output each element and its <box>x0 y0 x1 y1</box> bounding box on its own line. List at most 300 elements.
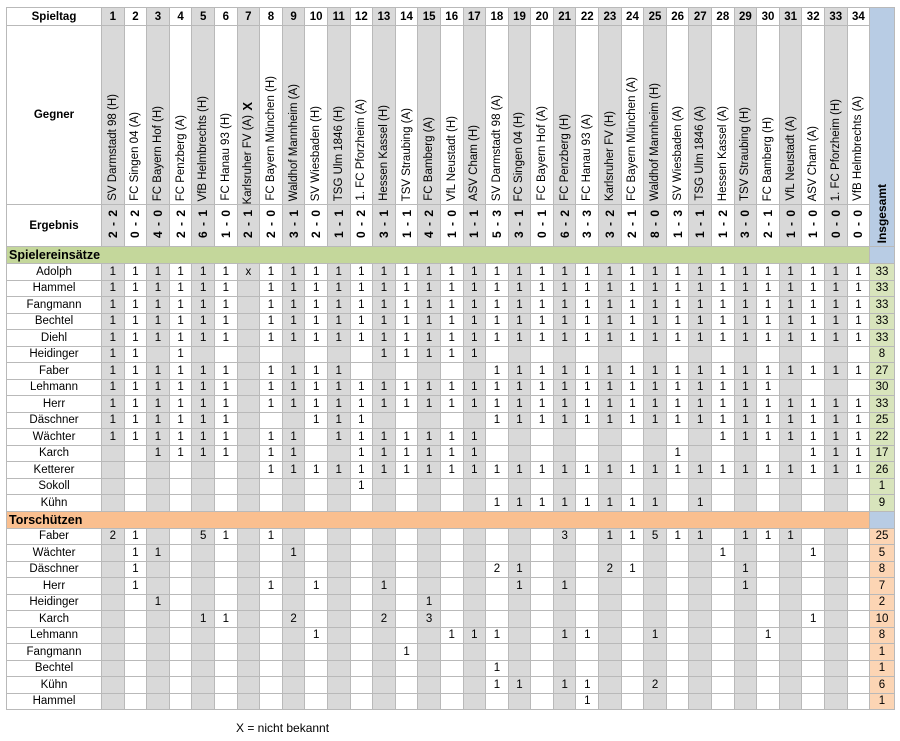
stat-cell: 1 <box>418 330 441 347</box>
stat-cell: 1 <box>486 495 509 512</box>
player-total: 10 <box>870 611 895 628</box>
stat-cell <box>124 644 147 661</box>
stat-cell: 1 <box>102 379 125 396</box>
stat-cell <box>531 429 554 446</box>
stat-cell: 2 <box>373 611 396 628</box>
stat-cell: 2 <box>599 561 622 578</box>
stat-cell: 1 <box>576 280 599 297</box>
result-value: 4 - 2 <box>422 209 437 239</box>
stat-cell <box>531 677 554 694</box>
stat-cell <box>418 528 441 545</box>
stat-cell <box>305 545 328 562</box>
stat-cell <box>825 478 848 495</box>
stat-cell: 1 <box>666 462 689 479</box>
stat-cell <box>779 627 802 644</box>
result-cell <box>102 205 125 247</box>
stat-cell: 1 <box>621 313 644 330</box>
stat-cell <box>757 644 780 661</box>
stat-cell: 1 <box>463 396 486 413</box>
stat-cell <box>305 693 328 710</box>
stat-cell: 1 <box>779 462 802 479</box>
stat-cell <box>734 445 757 462</box>
stat-cell <box>102 561 125 578</box>
player-total: 33 <box>870 396 895 413</box>
result-value: 1 - 0 <box>218 209 233 239</box>
stat-cell: 1 <box>666 379 689 396</box>
stat-cell: 1 <box>712 330 735 347</box>
stat-cell: 1 <box>599 264 622 281</box>
stat-cell: 3 <box>418 611 441 628</box>
stat-cell <box>463 528 486 545</box>
stat-cell: 1 <box>214 412 237 429</box>
stat-cell <box>350 545 373 562</box>
player-total: 22 <box>870 429 895 446</box>
stat-cell <box>553 594 576 611</box>
stat-cell <box>395 478 418 495</box>
stat-cell: 1 <box>169 445 192 462</box>
player-total: 9 <box>870 495 895 512</box>
stat-cell: 1 <box>147 429 170 446</box>
result-cell <box>147 205 170 247</box>
stat-cell: 1 <box>825 330 848 347</box>
stat-cell: 1 <box>350 280 373 297</box>
stat-cell <box>260 412 283 429</box>
stat-cell: 5 <box>192 528 215 545</box>
stat-cell <box>305 528 328 545</box>
stat-cell: 1 <box>350 412 373 429</box>
opponent-name: TSG Ulm 1846 (H) <box>332 105 345 201</box>
result-value: 0 - 2 <box>354 209 369 239</box>
stat-cell <box>757 693 780 710</box>
stat-cell <box>712 644 735 661</box>
opponent-cell <box>644 26 667 205</box>
stat-cell <box>373 495 396 512</box>
stat-cell <box>666 495 689 512</box>
stat-cell <box>779 578 802 595</box>
stat-cell: 1 <box>395 462 418 479</box>
matchday-number: 30 <box>757 8 780 26</box>
result-value: 2 - 0 <box>309 209 324 239</box>
opponent-cell <box>214 26 237 205</box>
stat-cell <box>531 545 554 562</box>
matchday-number: 11 <box>327 8 350 26</box>
stat-cell <box>418 412 441 429</box>
stat-cell <box>147 478 170 495</box>
stat-cell: 1 <box>282 363 305 380</box>
player-name: Fangmann <box>7 644 102 661</box>
stat-cell: 1 <box>192 611 215 628</box>
player-total: 8 <box>870 346 895 363</box>
stat-cell: 1 <box>169 429 192 446</box>
stat-cell <box>102 677 125 694</box>
stat-cell: 1 <box>666 264 689 281</box>
stat-cell: 1 <box>463 330 486 347</box>
player-total: 1 <box>870 644 895 661</box>
stat-cell <box>825 561 848 578</box>
stat-cell: 1 <box>576 330 599 347</box>
result-cell <box>418 205 441 247</box>
stat-cell <box>282 561 305 578</box>
stat-cell <box>169 693 192 710</box>
opponent-name: FC Hanau 93 (H) <box>219 113 232 201</box>
stat-cell: 1 <box>847 297 870 314</box>
stat-cell <box>327 478 350 495</box>
stat-cell: 1 <box>802 396 825 413</box>
stat-cell: 1 <box>305 363 328 380</box>
stat-cell <box>214 660 237 677</box>
scorers-row <box>7 578 895 595</box>
stat-cell: 1 <box>486 627 509 644</box>
stat-cell: 1 <box>169 280 192 297</box>
stat-cell <box>802 677 825 694</box>
stat-cell: 1 <box>327 280 350 297</box>
stat-cell <box>576 611 599 628</box>
stat-cell: 1 <box>621 495 644 512</box>
stat-cell: 1 <box>689 528 712 545</box>
opponent-name: VfL Neustadt (A) <box>784 116 797 201</box>
stat-cell <box>350 693 373 710</box>
stat-cell: 1 <box>260 445 283 462</box>
opponent-name: Karlsruher FV (A) <box>242 114 255 204</box>
stat-cell <box>666 660 689 677</box>
stat-cell: 1 <box>305 462 328 479</box>
stat-cell <box>802 660 825 677</box>
stat-cell: 1 <box>124 429 147 446</box>
stat-cell <box>531 644 554 661</box>
appearances-row <box>7 445 895 462</box>
stat-cell: 1 <box>192 280 215 297</box>
stat-cell: 1 <box>802 363 825 380</box>
stat-cell <box>102 611 125 628</box>
opponent-name: VfB Helmbrechts (H) <box>197 95 210 201</box>
stat-cell: 1 <box>282 280 305 297</box>
stat-cell: 1 <box>440 264 463 281</box>
stat-cell <box>689 677 712 694</box>
matchday-number: 17 <box>463 8 486 26</box>
stat-cell <box>373 594 396 611</box>
stat-cell <box>576 478 599 495</box>
stat-cell: 1 <box>825 412 848 429</box>
stat-cell <box>825 660 848 677</box>
stat-cell: 1 <box>260 462 283 479</box>
stat-cell: 1 <box>553 495 576 512</box>
player-total: 30 <box>870 379 895 396</box>
opponent-cell <box>553 26 576 205</box>
player-total: 7 <box>870 578 895 595</box>
stat-cell <box>599 429 622 446</box>
result-value: 1 - 1 <box>693 209 708 239</box>
stat-cell <box>169 495 192 512</box>
opponent-name: SV Darmstadt 98 (A) <box>490 94 503 201</box>
stat-cell <box>734 545 757 562</box>
player-name: Hammel <box>7 693 102 710</box>
stat-cell: 1 <box>666 412 689 429</box>
stat-cell: 1 <box>169 264 192 281</box>
result-value: 2 - 2 <box>105 209 120 239</box>
stat-cell <box>440 594 463 611</box>
stat-cell: 1 <box>124 396 147 413</box>
stat-cell <box>553 611 576 628</box>
stat-cell: 1 <box>553 578 576 595</box>
stat-cell: 1 <box>757 462 780 479</box>
stat-cell <box>214 594 237 611</box>
result-value: 3 - 1 <box>376 209 391 239</box>
stat-cell: 1 <box>305 396 328 413</box>
stat-cell: 1 <box>553 313 576 330</box>
stat-cell <box>757 660 780 677</box>
stat-cell: 1 <box>508 313 531 330</box>
stat-cell: 1 <box>576 693 599 710</box>
result-cell <box>463 205 486 247</box>
stat-cell: 1 <box>847 462 870 479</box>
stat-cell <box>440 478 463 495</box>
stat-cell <box>169 611 192 628</box>
matchday-number: 9 <box>282 8 305 26</box>
footnote: X = nicht bekannt <box>236 721 330 735</box>
stat-cell: 1 <box>779 297 802 314</box>
scorers-row <box>7 677 895 694</box>
stat-cell: 1 <box>418 429 441 446</box>
stat-cell <box>712 594 735 611</box>
stat-cell: 1 <box>802 280 825 297</box>
stat-cell <box>644 561 667 578</box>
appearances-section-title: Spielereinsätze <box>7 247 870 264</box>
stat-cell <box>102 462 125 479</box>
stat-cell <box>689 346 712 363</box>
player-name: Lehmann <box>7 379 102 396</box>
appearances-row <box>7 412 895 429</box>
stat-cell <box>734 478 757 495</box>
matchday-number: 29 <box>734 8 757 26</box>
stat-cell: 1 <box>147 297 170 314</box>
stat-cell: 1 <box>147 545 170 562</box>
stat-cell <box>418 677 441 694</box>
stat-cell: 1 <box>508 462 531 479</box>
stat-cell <box>463 693 486 710</box>
stat-cell: 1 <box>373 297 396 314</box>
stat-cell: 1 <box>260 313 283 330</box>
opponent-cell <box>847 26 870 205</box>
stat-cell: 1 <box>666 313 689 330</box>
result-cell <box>599 205 622 247</box>
stat-cell <box>486 346 509 363</box>
stat-cell <box>214 462 237 479</box>
stat-cell: 1 <box>373 462 396 479</box>
stat-cell <box>712 346 735 363</box>
stat-cell <box>102 545 125 562</box>
stat-cell <box>418 561 441 578</box>
stat-cell: 1 <box>666 445 689 462</box>
stat-cell <box>350 594 373 611</box>
stat-cell <box>779 379 802 396</box>
stat-cell <box>169 462 192 479</box>
stat-cell: 1 <box>847 445 870 462</box>
stat-cell <box>712 478 735 495</box>
stat-cell <box>237 280 260 297</box>
stat-cell <box>644 660 667 677</box>
stat-cell <box>531 578 554 595</box>
gegner-label: Gegner <box>7 26 102 205</box>
stat-cell <box>847 627 870 644</box>
opponent-name: VfL Neustadt (H) <box>445 115 458 201</box>
stat-cell <box>395 627 418 644</box>
opponent-cell <box>395 26 418 205</box>
stat-cell: 1 <box>689 396 712 413</box>
appearances-row <box>7 396 895 413</box>
stat-cell: 1 <box>463 280 486 297</box>
player-name: Wächter <box>7 545 102 562</box>
stat-cell: 1 <box>599 379 622 396</box>
stat-cell: 1 <box>802 330 825 347</box>
opponent-name: TSG Ulm 1846 (A) <box>694 106 707 201</box>
opponent-cell <box>734 26 757 205</box>
opponent-name: Hessen Kassel (H) <box>377 105 390 201</box>
stat-cell <box>644 429 667 446</box>
stat-cell <box>350 644 373 661</box>
stat-cell <box>192 578 215 595</box>
stat-cell: 1 <box>350 297 373 314</box>
stat-cell: 1 <box>576 627 599 644</box>
stat-cell: 1 <box>327 264 350 281</box>
stat-cell <box>418 693 441 710</box>
stat-cell <box>282 693 305 710</box>
opponent-name: FC Singen 04 (H) <box>513 111 526 201</box>
stat-cell <box>260 594 283 611</box>
stat-cell: 1 <box>418 379 441 396</box>
stat-cell <box>825 545 848 562</box>
stat-cell <box>508 594 531 611</box>
scorers-row <box>7 627 895 644</box>
stat-cell <box>305 660 328 677</box>
player-name: Bechtel <box>7 313 102 330</box>
stat-cell <box>260 644 283 661</box>
stat-cell: 1 <box>327 313 350 330</box>
stat-cell <box>802 644 825 661</box>
appearances-row <box>7 264 895 281</box>
stat-cell: 1 <box>825 396 848 413</box>
matchday-number: 34 <box>847 8 870 26</box>
stat-cell: 1 <box>463 346 486 363</box>
stat-cell <box>847 611 870 628</box>
stat-cell: 1 <box>531 330 554 347</box>
stat-cell: 1 <box>463 429 486 446</box>
stat-cell: 1 <box>712 429 735 446</box>
stat-cell: 1 <box>689 379 712 396</box>
stat-cell <box>666 478 689 495</box>
stat-cell: 1 <box>102 429 125 446</box>
stat-cell: 1 <box>757 412 780 429</box>
stat-cell <box>395 611 418 628</box>
stat-cell <box>531 594 554 611</box>
stat-cell <box>214 578 237 595</box>
stat-cell: 1 <box>576 297 599 314</box>
stat-cell: 1 <box>734 280 757 297</box>
matchday-number: 26 <box>666 8 689 26</box>
stat-cell <box>825 578 848 595</box>
stat-cell: 1 <box>531 379 554 396</box>
stat-cell: 1 <box>305 627 328 644</box>
stat-cell <box>847 346 870 363</box>
stat-cell <box>282 412 305 429</box>
stat-cell: 1 <box>531 264 554 281</box>
result-cell <box>553 205 576 247</box>
player-name: Faber <box>7 528 102 545</box>
stat-cell: 1 <box>508 379 531 396</box>
result-cell <box>282 205 305 247</box>
stat-cell <box>147 495 170 512</box>
stat-cell <box>621 611 644 628</box>
result-value: 1 - 0 <box>783 209 798 239</box>
stat-cell <box>305 478 328 495</box>
stat-cell <box>621 594 644 611</box>
stat-cell: 1 <box>599 396 622 413</box>
stat-cell: 1 <box>169 330 192 347</box>
stat-cell: 1 <box>689 412 712 429</box>
result-value: 3 - 0 <box>738 209 753 239</box>
stat-cell: 1 <box>802 545 825 562</box>
stat-cell: 1 <box>734 578 757 595</box>
stat-cell: 1 <box>553 396 576 413</box>
player-name: Herr <box>7 578 102 595</box>
stat-cell: 1 <box>327 412 350 429</box>
stat-cell: 1 <box>418 346 441 363</box>
stat-cell <box>327 660 350 677</box>
stat-cell <box>395 578 418 595</box>
stat-cell <box>576 660 599 677</box>
stat-cell: 1 <box>621 528 644 545</box>
stat-cell <box>373 363 396 380</box>
stat-cell: 1 <box>260 396 283 413</box>
stat-cell <box>508 528 531 545</box>
stat-cell <box>576 594 599 611</box>
stat-cell: 1 <box>124 346 147 363</box>
matchday-number: 31 <box>779 8 802 26</box>
stat-cell: 1 <box>508 495 531 512</box>
stat-cell <box>712 627 735 644</box>
stat-cell: 1 <box>531 313 554 330</box>
stat-cell <box>486 644 509 661</box>
stat-cell: 1 <box>147 445 170 462</box>
stat-cell <box>440 495 463 512</box>
stat-cell: 1 <box>124 330 147 347</box>
season-stats-table <box>6 7 895 710</box>
stat-cell: 1 <box>508 578 531 595</box>
stat-cell <box>350 677 373 694</box>
stat-cell <box>350 346 373 363</box>
stat-cell <box>825 627 848 644</box>
stat-cell <box>214 693 237 710</box>
stat-cell <box>621 545 644 562</box>
stat-cell <box>553 693 576 710</box>
result-cell <box>825 205 848 247</box>
result-value: 6 - 2 <box>557 209 572 239</box>
stat-cell <box>395 660 418 677</box>
matchday-number: 13 <box>373 8 396 26</box>
stat-cell: 1 <box>486 462 509 479</box>
player-total: 25 <box>870 412 895 429</box>
stat-cell: 1 <box>531 363 554 380</box>
stat-cell <box>621 677 644 694</box>
stat-cell <box>508 445 531 462</box>
stat-cell: 1 <box>373 379 396 396</box>
opponent-cell <box>825 26 848 205</box>
result-cell <box>576 205 599 247</box>
opponent-name: FC Hanau 93 (A) <box>581 114 594 201</box>
stat-cell: 1 <box>102 363 125 380</box>
stat-cell <box>666 578 689 595</box>
stat-cell: 1 <box>599 280 622 297</box>
stat-cell: 1 <box>689 495 712 512</box>
